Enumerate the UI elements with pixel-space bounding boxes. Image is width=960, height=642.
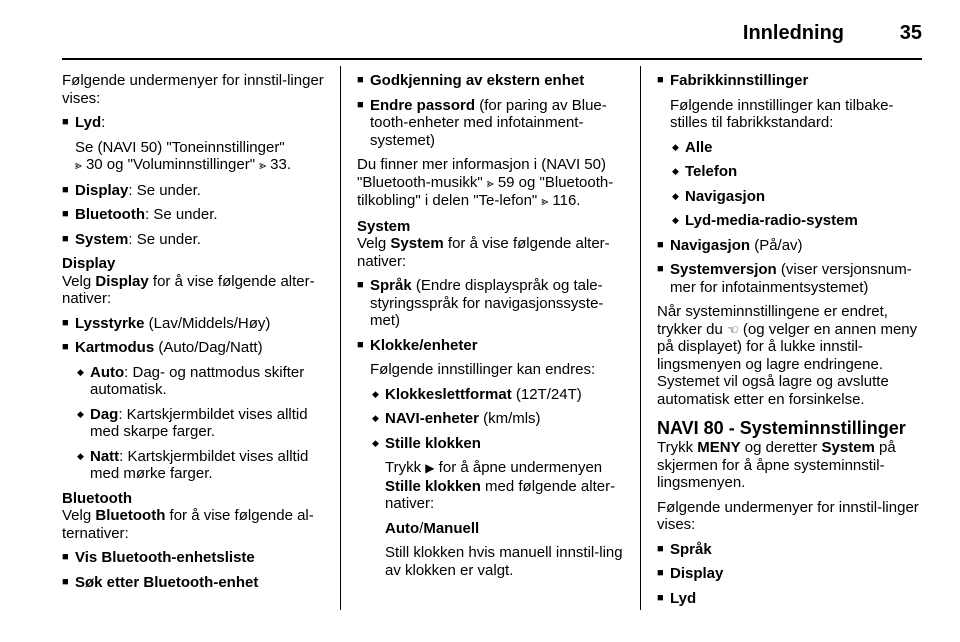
bluetooth-intro: Velg Bluetooth for å vise følgende al-ternativer: <box>62 507 314 542</box>
page-ref-icon: ⪢ <box>259 158 266 172</box>
list-item-klokke: ■ Klokke/enheter <box>357 337 627 355</box>
display-intro: Velg Display for å vise følgende alter-nativer: <box>62 272 315 307</box>
column-divider-2 <box>640 66 641 610</box>
list-item-godkjenning: ■ Godkjenning av ekstern enhet <box>357 72 627 90</box>
sub-item-stille-klokken: ◆ Stille klokken <box>357 435 627 453</box>
section-heading-system: System <box>357 217 411 235</box>
sub-item-navigasjon: ◆ Navigasjon <box>657 188 927 206</box>
sub-item-dag: ◆ Dag: Kartskjermbildet vises alltid med skarpe farger. <box>62 406 328 441</box>
system-intro: Velg System for å vise følgende alter-nativer: <box>357 235 610 270</box>
page-header <box>62 14 922 58</box>
list-item-systemversjon: ■ Systemversjon (viser versjonsnum-mer for infotainmentsystemet) <box>657 261 927 296</box>
more-info-text: Du finner mer informasjon i (NAVI 50) "Bluetooth-musikk" ⪢ 59 og "Bluetooth-tilkobling" i delen "Te-lefon" ⪢ 116. <box>357 156 614 209</box>
list-item-sprak: ■ Språk (Endre displayspråk og tale-styringsspråk for navigasjonssyste-met) <box>357 277 627 330</box>
trykk-text: Trykk ▶ for å åpne undermenyen Stille klokken med følgende alter-nativer: <box>385 459 616 512</box>
intro-text: Følgende undermenyer for innstil-linger vises: <box>62 72 324 107</box>
column-1 <box>62 72 328 598</box>
sub-item-lyd-media: ◆ Lyd-media-radio-system <box>657 212 927 230</box>
list-item-lysstyrke: ■ Lysstyrke (Lav/Middels/Høy) <box>62 315 328 333</box>
section-heading-navi80: NAVI 80 - Systeminnstillinger <box>657 418 906 438</box>
page-ref-icon: ⪢ <box>486 175 494 190</box>
page-ref-icon: ⪢ <box>541 194 549 208</box>
header-rule <box>62 58 922 60</box>
section-heading-bluetooth: Bluetooth <box>62 489 132 507</box>
list-item-n80-display: ■ Display <box>657 565 927 583</box>
section-heading-display: Display <box>62 255 116 272</box>
auto-manuell: Auto/Manuell <box>385 519 480 537</box>
play-icon: ▶ <box>425 461 435 475</box>
list-item-fabrikk: ■ Fabrikkinnstillinger <box>657 72 927 90</box>
list-item-n80-lyd: ■ Lyd <box>657 590 927 608</box>
list-item-n80-sprak: ■ Språk <box>657 541 927 559</box>
lyd-description: Se (NAVI 50) "Toneinnstillinger" ⪢ 30 og "Voluminnstillinger" ⪢ 33. <box>75 138 292 173</box>
still-klokken-text: Still klokken hvis manuell innstil-ling av klokken er valgt. <box>385 544 623 579</box>
sub-item-navi-enheter: ◆ NAVI-enheter (km/mls) <box>357 410 627 428</box>
list-item-bluetooth: ■ Bluetooth: Se under. <box>62 206 328 224</box>
sub-item-klokkeslettformat: ◆ Klokkeslettformat (12T/24T) <box>357 386 627 404</box>
list-item-kartmodus: ■ Kartmodus (Auto/Dag/Natt) <box>62 339 328 357</box>
list-item-vis-bluetooth: ■ Vis Bluetooth-enhetsliste <box>62 549 328 567</box>
page-number: 35 <box>899 22 922 44</box>
sub-item-telefon: ◆ Telefon <box>657 163 927 181</box>
column-3 <box>657 72 927 614</box>
navi80-intro: Trykk MENY og deretter System på skjermen for å åpne systeminnstil-lingsmenyen. <box>657 439 896 491</box>
klokke-intro: Følgende innstillinger kan endres: <box>370 361 596 378</box>
fabrikk-text: Følgende innstillinger kan tilbake-stilles til fabrikkstandard: <box>670 96 894 131</box>
page-ref-icon: ⪢ <box>75 158 82 172</box>
column-divider-1 <box>340 66 341 610</box>
list-item-navigasjon: ■ Navigasjon (På/av) <box>657 237 927 255</box>
sub-item-auto: ◆ Auto: Dag- og nattmodus skifter automatisk. <box>62 364 328 399</box>
list-item-sok-bluetooth: ■ Søk etter Bluetooth-enhet <box>62 574 328 592</box>
list-item-lyd: ■ Lyd: <box>62 114 328 132</box>
list-item-endre-passord: ■ Endre passord (for paring av Blue-tooth-enheter med infotainment-systemet) <box>357 97 627 150</box>
back-icon: ☜ <box>727 321 739 337</box>
settings-changed-text: Når systeminnstillingene er endret, trykker du ☜ (og velger en annen meny på displayet) for å lukke innstil-lingsmenyen og lagre endringene. Systemet vil også lagre og avslutte automatisk etter en forsinkelse. <box>657 303 918 408</box>
list-item-display: ■ Display: Se under. <box>62 182 328 200</box>
navi80-submenus-intro: Følgende undermenyer for innstil-linger vises: <box>657 498 919 533</box>
list-item-system: ■ System: Se under. <box>62 231 328 249</box>
page-title: Innledning <box>742 22 844 44</box>
sub-item-alle: ◆ Alle <box>657 139 927 157</box>
column-2 <box>357 72 627 586</box>
sub-item-natt: ◆ Natt: Kartskjermbildet vises alltid med mørke farger. <box>62 448 328 483</box>
